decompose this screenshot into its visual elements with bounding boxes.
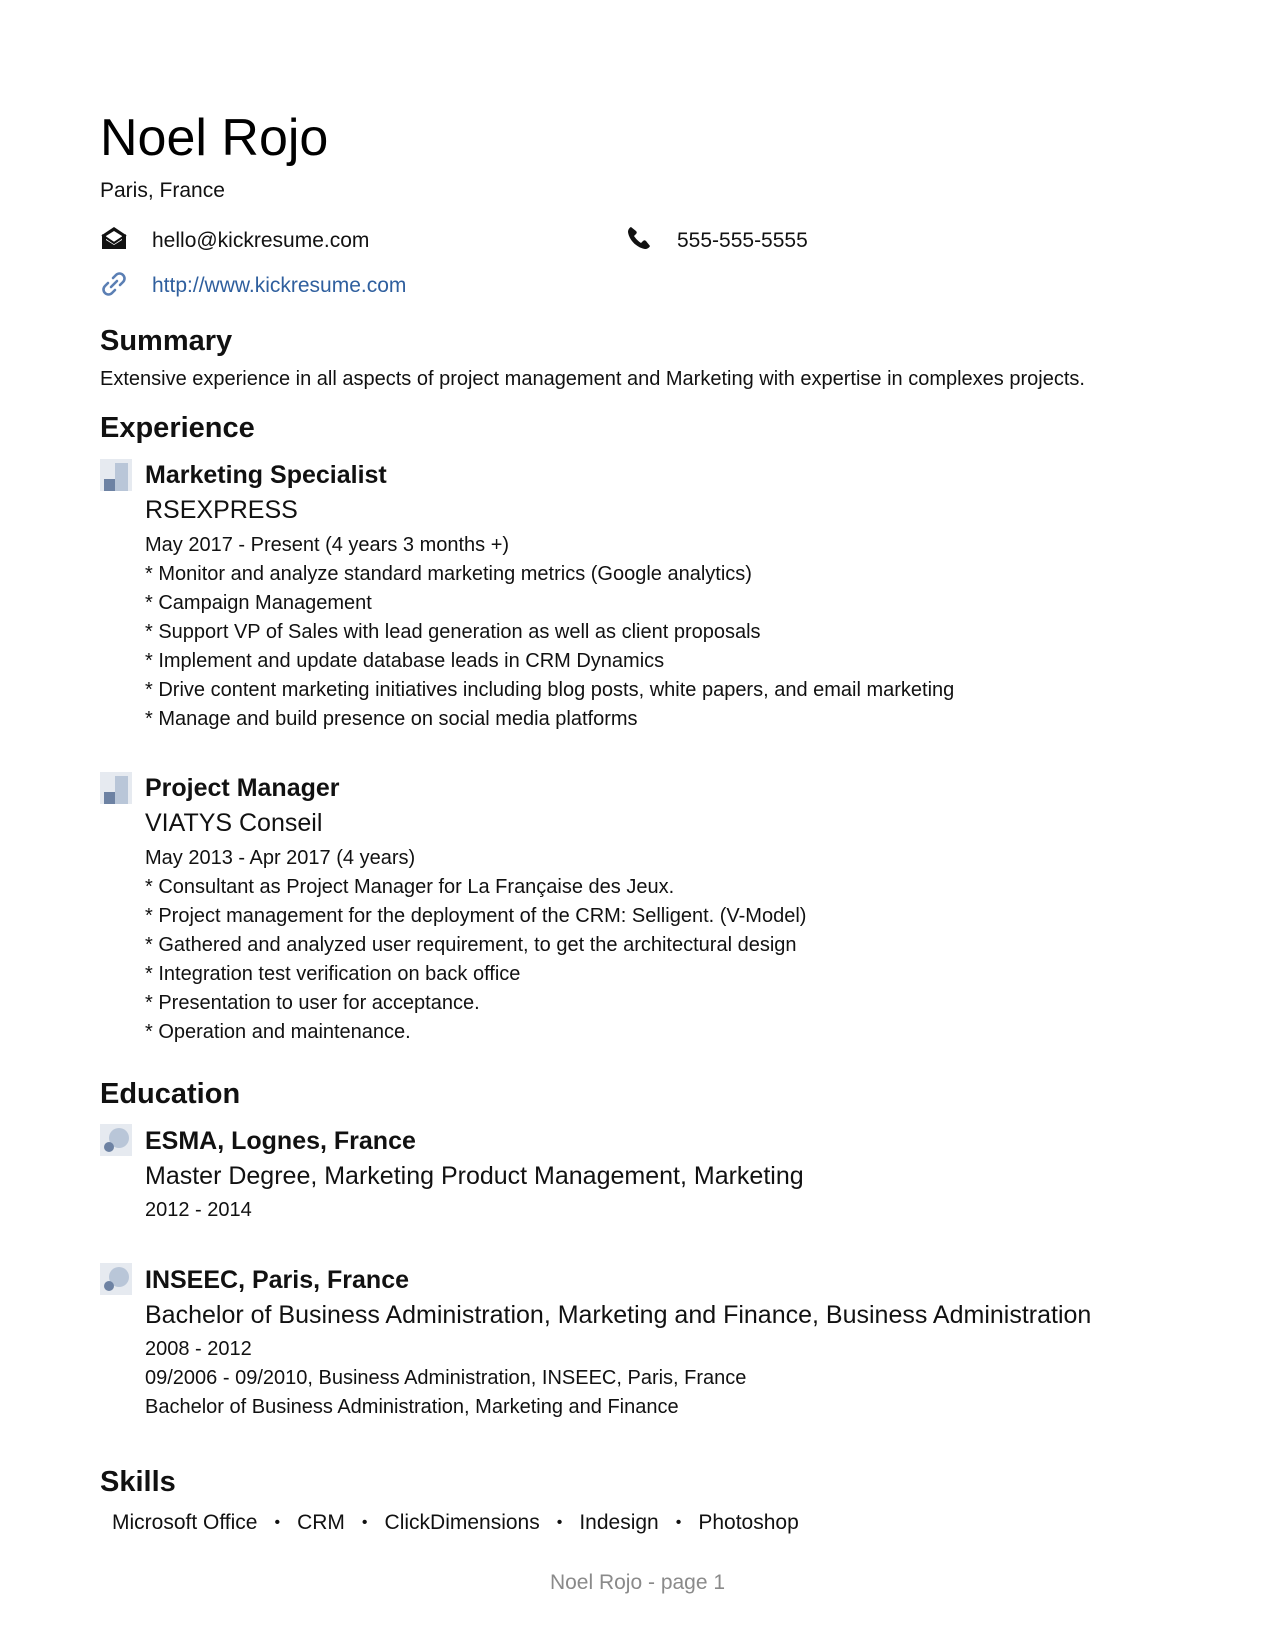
experience-bullet: * Manage and build presence on social media platforms	[145, 708, 638, 730]
experience-bullet: * Implement and update database leads in CRM Dynamics	[145, 650, 665, 672]
education-school: INSEEC, Paris, France	[145, 1266, 410, 1294]
summary-heading: Summary	[100, 325, 233, 357]
email-envelope-icon	[100, 224, 128, 252]
email-text[interactable]: hello@kickresume.com	[152, 229, 370, 252]
briefcase-building-icon	[100, 459, 132, 491]
website-link[interactable]: http://www.kickresume.com	[152, 274, 407, 297]
education-line: Bachelor of Business Administration, Marketing and Finance	[145, 1396, 679, 1418]
skill-separator: •	[675, 1514, 682, 1531]
candidate-name: Noel Rojo	[100, 109, 329, 167]
education-details	[145, 1196, 252, 1225]
summary-text: Extensive experience in all aspects of project management and Marketing with expertise in complexes projects.	[100, 368, 1085, 390]
experience-bullet: * Gathered and analyzed user requirement, to get the architectural design	[145, 934, 797, 956]
experience-heading: Experience	[100, 412, 255, 444]
skills-heading: Skills	[100, 1466, 176, 1498]
experience-bullet: * Operation and maintenance.	[145, 1021, 411, 1043]
link-icon	[100, 270, 128, 298]
education-circle-icon	[100, 1124, 132, 1156]
education-degree: Master Degree, Marketing Product Management, Marketing	[145, 1162, 804, 1190]
experience-bullet: * Campaign Management	[145, 592, 372, 614]
skill-item: CRM	[297, 1511, 345, 1534]
page-footer: Noel Rojo - page 1	[549, 1571, 726, 1594]
experience-role: Project Manager	[145, 774, 340, 802]
phone-icon	[625, 224, 653, 252]
experience-company: VIATYS Conseil	[145, 809, 323, 837]
skill-separator: •	[361, 1514, 368, 1531]
experience-bullet: * Monitor and analyze standard marketing metrics (Google analytics)	[145, 563, 752, 585]
experience-bullet: * Presentation to user for acceptance.	[145, 992, 480, 1014]
skill-separator: •	[274, 1514, 281, 1531]
experience-details	[145, 844, 806, 1047]
phone-text[interactable]: 555-555-5555	[677, 229, 808, 252]
education-school: ESMA, Lognes, France	[145, 1127, 416, 1155]
experience-bullet: * Drive content marketing initiatives including blog posts, white papers, and email marketing	[145, 679, 955, 701]
education-degree: Bachelor of Business Administration, Marketing and Finance, Business Administration	[145, 1301, 1092, 1329]
experience-dates: May 2017 - Present (4 years 3 months +)	[145, 534, 510, 556]
skills-list	[112, 1510, 799, 1536]
skill-item: Indesign	[579, 1511, 659, 1534]
experience-dates: May 2013 - Apr 2017 (4 years)	[145, 847, 416, 869]
education-details	[145, 1335, 746, 1422]
experience-details	[145, 531, 954, 734]
skill-item: ClickDimensions	[384, 1511, 540, 1534]
skill-separator: •	[556, 1514, 563, 1531]
skill-item: Photoshop	[698, 1511, 799, 1534]
briefcase-building-icon	[100, 772, 132, 804]
experience-role: Marketing Specialist	[145, 461, 387, 489]
experience-bullet: * Support VP of Sales with lead generation as well as client proposals	[145, 621, 761, 643]
experience-company: RSEXPRESS	[145, 496, 298, 524]
candidate-location: Paris, France	[100, 179, 225, 202]
education-line: 2012 - 2014	[145, 1199, 252, 1221]
experience-bullet: * Consultant as Project Manager for La Française des Jeux.	[145, 876, 675, 898]
experience-bullet: * Project management for the deployment of the CRM: Selligent. (V-Model)	[145, 905, 807, 927]
education-circle-icon	[100, 1263, 132, 1295]
education-line: 09/2006 - 09/2010, Business Administration, INSEEC, Paris, France	[145, 1367, 747, 1389]
education-heading: Education	[100, 1078, 241, 1110]
skill-item: Microsoft Office	[112, 1511, 258, 1534]
education-line: 2008 - 2012	[145, 1338, 252, 1360]
experience-bullet: * Integration test verification on back office	[145, 963, 521, 985]
